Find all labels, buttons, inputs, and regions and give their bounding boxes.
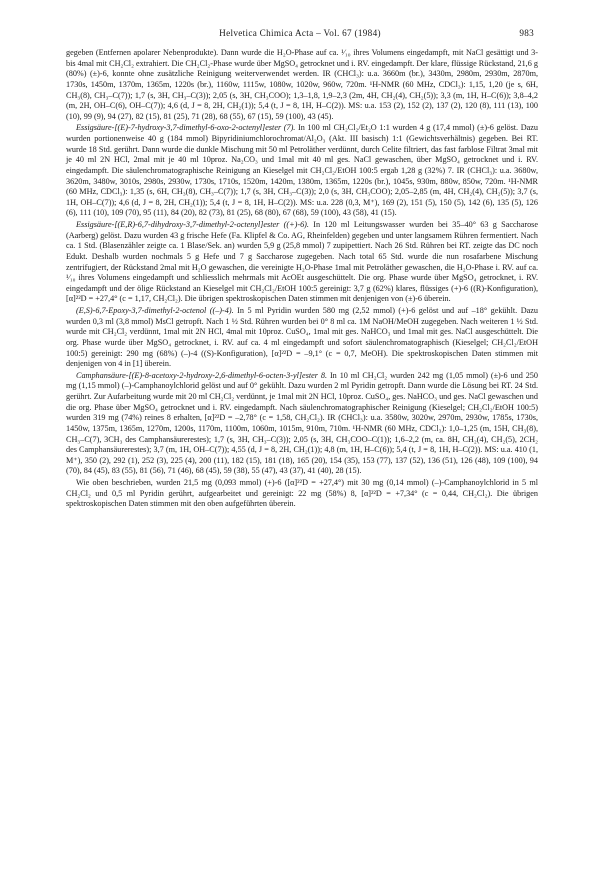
paragraph-text: In 120 ml Leitungswasser wurden bei 35–40° 63 g Saccharose (Aarberg) gelöst. Dazu wurden 43 g frische Hefe (Fa. Klipfel & Co. AG, Rheinfelden) gegeben und unter langsamem Rühren fermentiert. Nach ca. 1 Std. (Blasenzähler zeigte ca. 1 Blase/Sek. an) wurden 5,9 g (25,8 mmol) 7 zupipettiert. Nach 26 Std. Rühren bei RT. zeigte das DC noch Edukt. Deshalb wurden nochmals 5 g Hefe und 7 g Saccharose zugegeben. Nach total 65 Std. wurde die nun rosafarbene Mischung zentrifugiert, der Rückstand 2mal mit H₂O gewaschen, die vereinigte H₂O-Phase 1mal mit Petroläther gewaschen, die H₂O-Phase i. RV. auf ca. ¹⁄₁₀ ihres Volumens eingedampft und schliesslich mehrmals mit AcOEt ausgeschüttelt. Die org. Phase wurde über MgSO₄ getrocknet, i. RV. eingedampft und der ölige Rückstand an Kieselgel mit CH₂Cl₂/EtOH 100:5 gereinigt: 3,7 g (62%) klares, flüssiges (+)-6 ((R)-Konfiguration), [α]²²D = +27,4° (c = 1,17, CH₂Cl₂). Die übrigen spektroskopischen Daten stimmen mit denjenigen von (±)-6 überein. xyxy=(66,220,538,304)
paragraph-compound-8 xyxy=(66,371,538,477)
paragraph-compound-minus-4 xyxy=(66,306,538,370)
compound-title: (E,S)-6,7-Epoxy-3,7-dimethyl-2-octenol ((–)-4). xyxy=(76,306,234,315)
page-body xyxy=(66,48,538,510)
paragraph-continuation xyxy=(66,48,538,122)
page-number: 983 xyxy=(519,28,534,38)
compound-title: Camphansäure-[(E)-8-acetoxy-2-hydroxy-2,6-dimethyl-6-octen-3-yl]ester 8. xyxy=(76,370,328,380)
paragraph-compound-7 xyxy=(66,123,538,219)
journal-title: Helvetica Chimica Acta – Vol. 67 (1984) xyxy=(219,28,381,38)
paragraph-final xyxy=(66,478,538,510)
running-header xyxy=(66,28,534,42)
compound-title: Essigsäure-[(E)-7-hydroxy-3,7-dimethyl-6-oxo-2-octenyl]ester (7). xyxy=(76,123,296,133)
compound-title: Essigsäure-[(E,R)-6,7-dihydroxy-3,7-dimethyl-2-octenyl]ester ((+)-6). xyxy=(76,220,309,229)
paragraph-text: In 5 ml Pyridin wurden 580 mg (2,52 mmol) (+)-6 gelöst und auf –18° gekühlt. Dazu wurden 0,3 ml (3,8 mmol) MsCl getropft. Nach 1 ½ Std. Rühren wurden bei 0° 8 ml ca. 1M NaOH/MeOH zugegeben. Nach weiteren 1 ½ Std. wurde mit CH₂Cl₂ verdünnt, 1mal mit 2N HCl, 4mal mit 10proz. CuSO₄, 1mal mit ges. NaHCO₃ und 1mal mit ges. NaCl ausgeschüttelt. Die org. Phase wurde über MgSO₄ getrocknet, i. RV. auf ca. 4 ml eingedampft und sofort säulenchromatographisch (Kieselgel; CH₂Cl₂/EtOH 100:5) gereinigt: 290 mg (68%) (–)-4 ((S)-Konfiguration), [α]²²D = –9,1° (c = 0,7, MeOH). Die spektroskopischen Daten stimmen mit denjenigen von 4 in [1] überein. xyxy=(66,306,538,369)
paragraph-text: In 10 ml CH₂Cl₂ wurden 242 mg (1,05 mmol) (±)-6 und 250 mg (1,15 mmol) (–)-Camphanoylchlorid gelöst und auf 0° gekühlt. Dazu wurden 2 ml Pyridin getropft. Dann wurde die Lösung bei RT. 24 Std. gerührt. Zur Aufarbeitung wurde mit 20 ml CH₂Cl₂ verdünnt, je 1mal mit 2N HCl, 10proz. CuSO₄, ges. NaHCO₃ und ges. NaCl gewaschen und die org. Phase über MgSO₄ getrocknet und i. RV. eingedampft. Nach säulenchromatographischer Reinigung (Kieselgel; CH₂Cl₂/EtOH 100:5) wurden 319 mg (74%) reines 8 erhalten, [α]²²D = –2,78° (c = 1,58, CH₂Cl₂). IR (CHCl₃): u.a. 3580w, 3020w, 2970m, 2930w, 1785s, 1730s, 1450w, 1375m, 1365m, 1270m, 1200s, 1170m, 1100m, 1060m, 1015m, 910m, 710m. ¹H-NMR (60 MHz, CDCl₃): 1,0–1,25 (m, 15H, CH₃(8), CH₃–C(7), 3CH₃ des Camphansäurerestes); 1,7 (s, 3H, CH₃–C(3)); 2,05 (s, 3H, CH₃COO–C(1)); 1,6–2,2 (m, ca. 8H, CH₂(4), CH₂(5), 2CH₂ des Camphansäurerestes); 3,7 (m, 1H, OH–C(7)); 4,55 (d, J = 8, 2H, CH₂(1)); 4,8 (m, 1H, H–C(6)); 5,4 (t, J = 8, 1H, H–C(2)). MS: u.a. 410 (1, M⁺), 350 (2), 292 (1), 252 (3), 225 (4), 200 (11), 182 (15), 181 (18), 165 (20), 154 (35), 153 (77), 137 (52), 136 (51), 126 (48), 109 (100), 94 (70), 84 (45), 83 (55), 81 (56), 71 (46), 68 (45), 59 (38), 55 (47), 43 (37), 41 (40), 28 (15). xyxy=(66,370,538,476)
paragraph-compound-plus-6 xyxy=(66,220,538,305)
paragraph-text: Wie oben beschrieben, wurden 21,5 mg (0,093 mmol) (+)-6 ([α]²²D = +27,4°) mit 30 mg (0,14 mmol) (–)-Camphanoylchlorid in 5 ml CH₂Cl₂ und 0,5 ml Pyridin gerührt, aufgearbeitet und gereinigt: 22 mg (58%) 8, [α]²²D = +7,34° (c = 0,44, CH₂Cl₂). Die übrigen spektroskopischen Daten stimmen mit den oben aufgeführten überein. xyxy=(66,478,538,509)
paragraph-text: gegeben (Entfernen apolarer Nebenprodukte). Dann wurde die H₂O-Phase auf ca. ¹⁄₁₀ ihres Volumens eingedampft, mit NaCl gesättigt und 3- bis 4mal mit CH₂Cl₂ extrahiert. Die CH₂Cl₂-Phase wurde über MgSO₄ getrocknet und i. RV. eingedampft. Der klare, flüssige Rückstand, 21,6 g (80%) (±)-6, konnte ohne zusätzliche Reinigung weiterverwendet werden. IR (CHCl₃): u.a. 3660m (br.), 3430m, 2980m, 2930m, 2870m, 1730s, 1450m, 1370m, 1365m, 1220s (br.), 1160w, 1115w, 1080w, 1020w, 960w, 720m. ¹H-NMR (60 MHz, CDCl₃): 1,15, 1,20 (je s, 6H, CH₃(8), CH₃–C(7)); 1,7 (s, 3H, CH₃–C(3)); 2,05 (s, 3H, CH₃COO); 1,3–1,8, 1,9–2,3 (2m, 4H, CH₂(4), CH₂(5)); 3,3 (m, 1H, H–C(6)); 3,8–4,2 (m, 2H, OH–C(6), OH–C(7)); 4,6 (d, J = 8, 2H, CH₂(1)); 5,4 (t, J = 8, 1H, H–C(2)). MS: u.a. 153 (2), 152 (2), 137 (2), 120 (8), 111 (13), 100 (10), 99 (9), 94 (27), 82 (15), 81 (25), 71 (28), 68 (55), 67 (15), 59 (100), 43 (45). xyxy=(66,48,538,121)
paragraph-text: In 100 ml CH₂Cl₂/Et₂O 1:1 wurden 4 g (17,4 mmol) (±)-6 gelöst. Dazu wurden portionenweise 40 g (184 mmol) Bipyridiniumchlorochromat/Al₂O₃ (Akt. III basisch) 1:1 (Gewichtsverhältnis) gegeben. Bei RT. wurde 18 Std. gerührt. Dann wurde die dunkle Mischung mit 50 ml Petroläther verdünnt, durch Celite filtriert, das fast farblose Filtrat 3mal mit je 40 ml 2N HCl, 2mal mit je 40 ml 10proz. Na₂CO₃ und 1mal mit 40 ml ges. NaCl gewaschen, über MgSO₄ getrocknet und i. RV. eingedampft. Die säulenchromatographische Reinigung an Kieselgel mit CH₂Cl₂/EtOH 100:5 ergab 1,28 g (32%) 7. IR (CHCl₃): u.a. 3680w, 3620m, 3480w, 3010s, 2980s, 2930w, 1730s, 1710s, 1520m, 1420m, 1380m, 1365m, 1220s (br.), 1045s, 930m, 880w, 850w, 720m. ¹H-NMR (60 MHz, CDCl₃): 1,35 (s, 6H, CH₃(8), CH₃–C(7)); 1,7 (s, 3H, CH₃–C(3)); 2,0 (s, 3H, CH₃COO); 2,05–2,85 (m, 4H, CH₂(4), CH₂(5)); 3,7 (s, 1H, OH–C(7)); 4,6 (d, J = 8, 2H, CH₂(1)); 5,4 (t, J = 8, 1H, H–C(2)). MS: u.a. 228 (0,3, M⁺), 169 (2), 151 (5), 150 (5), 142 (6), 135 (5), 126 (6), 111 (10), 109 (70), 95 (11), 84 (20), 82 (73), 81 (25), 68 (80), 67 (68), 59 (100), 43 (58), 41 (15). xyxy=(66,123,538,218)
